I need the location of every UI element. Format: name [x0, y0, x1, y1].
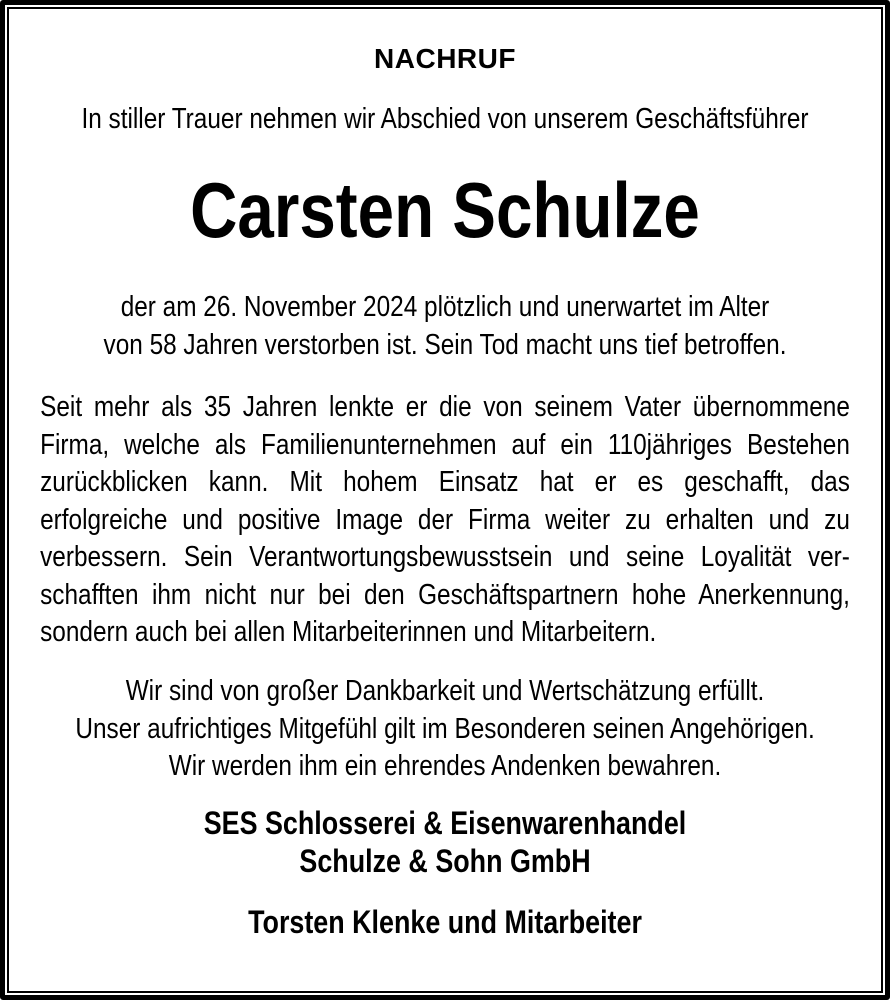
- intro-line: In stiller Trauer nehmen wir Abschied von unserem Geschäftsführer: [81, 103, 809, 135]
- death-details: [75, 289, 814, 364]
- company-name-block: [75, 804, 814, 880]
- company-name-line-1: SES Schlosserei & Eisenwarenhandel: [203, 805, 687, 841]
- body-line-6: schafften ihm nicht nur bei den Geschäftspartnern hohe Anerkennung,: [40, 578, 850, 611]
- body-line-4: erfolgreiche und positive Image der Firma weiter zu erhalten und zu: [40, 503, 850, 536]
- death-details-line-2: von 58 Jahren verstorben ist. Sein Tod macht uns tief betroffen.: [103, 328, 787, 361]
- tribute-line-1: Wir sind von großer Dankbarkeit und Wertschätzung erfüllt.: [125, 675, 765, 707]
- tribute-line-2: Unser aufrichtiges Mitgefühl gilt im Besonderen seinen Angehörigen.: [75, 712, 815, 745]
- body-line-1: Seit mehr als 35 Jahren lenkte er die von seinem Vater übernommene: [40, 391, 850, 423]
- notice-title: NACHRUF: [374, 43, 516, 74]
- tribute-block: [75, 673, 814, 786]
- body-line-2: Firma, welche als Familienunternehmen auf ein 110jähriges Bestehen: [40, 428, 850, 461]
- death-details-line-1: der am 26. November 2024 plötzlich und unerwartet im Alter: [120, 291, 770, 323]
- body-paragraph: [40, 389, 850, 652]
- body-line-5: verbessern. Sein Verantwortungsbewusstsein und seine Loyalität ver-: [40, 541, 850, 573]
- tribute-line-3: Wir werden ihm ein ehrendes Andenken bewahren.: [168, 750, 722, 782]
- company-name-line-2: Schulze & Sohn GmbH: [299, 843, 591, 879]
- body-line-7: sondern auch bei allen Mitarbeiterinnen und Mitarbeitern.: [40, 616, 657, 648]
- deceased-name: Carsten Schulze: [190, 166, 700, 254]
- signature-line: Torsten Klenke und Mitarbeiter: [248, 904, 642, 940]
- body-line-3: zurückblicken kann. Mit hohem Einsatz hat er es geschafft, das: [40, 466, 850, 498]
